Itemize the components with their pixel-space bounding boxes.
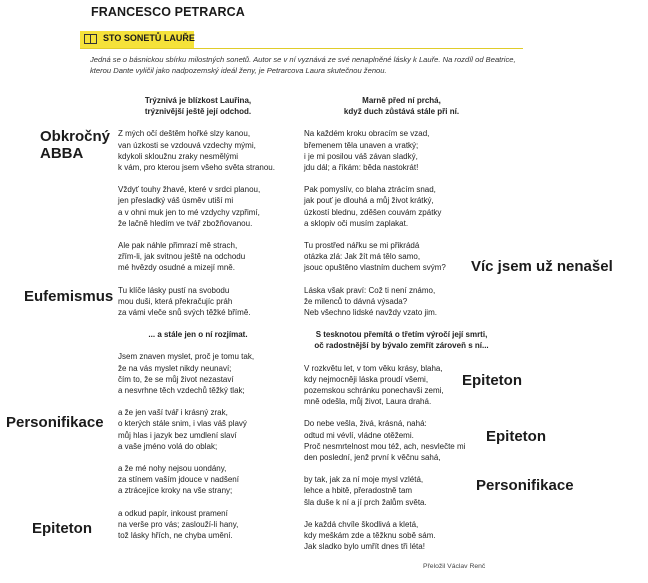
poem-subtitle: ... a stále jen o ní rozjímat.: [148, 330, 248, 340]
annotation-personification: Personifikace: [476, 477, 574, 494]
book-icon: [84, 34, 97, 44]
verse-line: šla duše k ní a jí prch žalům světa.: [304, 497, 427, 507]
verse-line: že milenců to dávná výsada?: [304, 296, 408, 306]
verse-line: mé hvězdy osudné a mizejí mně.: [118, 263, 235, 273]
verse-line: odtud mi vévlí, vládne otěžemi.: [304, 430, 414, 440]
verse-line: by tak, jak za ní moje mysl vzlétá,: [304, 475, 424, 485]
verse-line: mou duši, která překračujíc práh: [118, 296, 233, 306]
poem-subtitle: S tesknotou přemítá o třetím výročí její smrti,: [315, 330, 488, 340]
verse-line: jen přesladký váš úsměv utiší mi: [118, 196, 234, 206]
verse-line: van úzkosti se vzdouvá vzdechy mými,: [118, 140, 256, 150]
verse-line: kdy nejmocněji láska proudí všemi,: [304, 374, 429, 384]
poem-title: Trýznivá je blízkost Lauřina,: [144, 96, 252, 105]
verse-line: Je každá chvíle škodlivá a kletá,: [304, 519, 419, 529]
stanza: [304, 474, 499, 508]
annotation-comment: Víc jsem už nenašel: [471, 258, 613, 275]
verse-line: Tu prostřed nářku se mi přikrádá: [304, 241, 420, 251]
verse-line: Neb všechno lidské navždy vzato jim.: [304, 308, 437, 318]
stanza: [304, 184, 499, 229]
verse-line: Ale pak náhle přimrazí mě strach,: [118, 241, 238, 251]
annotation-epithet: Epiteton: [462, 372, 522, 389]
verse-line: čím to, že se můj život nezastaví: [118, 374, 234, 384]
poem-title: trýznivější ještě její odchod.: [144, 107, 252, 117]
verse-line: i je mi posilou váš závan sladký,: [304, 151, 418, 161]
intro-line: Jedná se o básnickou sbírku milostných sonetů. Autor se v ní vyznává ze své nenaplněné lásky k Lauře. Na rozdíl od Beatrice,: [90, 55, 516, 64]
poem-title: když duch zůstává stále při ní.: [343, 107, 460, 117]
verse-line: lehce a hbitě, přeradostně tam: [304, 486, 413, 496]
section-rule: [80, 48, 523, 49]
poem-title: Marně před ní prchá,: [362, 96, 441, 105]
verse-line: jsouc opuštěno vlastním duchem svým?: [304, 263, 446, 273]
poem-subtitle: oč radostnější by bývalo zemřít zároveň s ní...: [314, 341, 489, 351]
verse-line: Pak pomyslív, co blaha ztrácím snad,: [304, 185, 436, 195]
sonnet-right-column: [304, 95, 499, 553]
stanza: [118, 128, 278, 173]
stanza: [118, 508, 278, 542]
translator-credit: Přeložil Václav Renč: [423, 563, 486, 570]
verse-line: jak pouť je dlouhá a můj život krátký,: [304, 196, 434, 206]
verse-line: břemenem těla unaven a vratký;: [304, 140, 419, 150]
verse-line: a v ohni muk jen to mé vzdychy vzpřimí,: [118, 207, 260, 217]
verse-line: pozemskou schránku ponechavši zemi,: [304, 386, 444, 396]
verse-line: a sklopiv oči musím zaplakat.: [304, 218, 409, 228]
verse-line: že lačně hledím ve tvář zbožňovanou.: [118, 218, 253, 228]
stanza: [118, 463, 278, 497]
annotation-epithet: Epiteton: [486, 428, 546, 445]
stanza: [304, 285, 499, 319]
verse-line: Vždyť touhy žhavé, které v srdci planou,: [118, 185, 261, 195]
intro-line: kterou Dante vyličil jako nadpozemský ideál ženy, je Petrarcova Laura skutečnou ženou.: [90, 66, 387, 75]
annotation-line: Obkročný: [40, 128, 111, 145]
verse-line: za vámi vleče snů svých těžké břímě.: [118, 308, 251, 318]
verse-line: za stínem vaším jdouce v nadšení: [118, 475, 239, 485]
verse-line: Láska však praví: Což ti není známo,: [304, 285, 436, 295]
verse-line: Na každém kroku obracím se vzad,: [304, 129, 430, 139]
verse-line: kdy meškám zde a těžknu sobě sám.: [304, 531, 436, 541]
verse-line: mně odešla, můj život, Laura drahá.: [304, 397, 432, 407]
verse-line: a odkud papír, inkoust pramení: [118, 508, 228, 518]
verse-line: o kterých stále snim, i vlas váš plavý: [118, 419, 247, 429]
stanza: [304, 519, 499, 553]
verse-line: tož lásky hřích, ne chyba umění.: [118, 531, 233, 541]
stanza: [118, 240, 278, 274]
stanza: [118, 351, 278, 396]
verse-line: a že jen vaší tvář i krásný zrak,: [118, 408, 228, 418]
stanza: [118, 285, 278, 319]
verse-line: a ztrácejíce kroky na vše strany;: [118, 486, 233, 496]
verse-line: a nesvrhne těch vzdechů těžký tlak;: [118, 386, 245, 396]
verse-line: Tu klíče lásky pustí na svobodu: [118, 285, 230, 295]
verse-line: k vám, pro kterou jsem všeho světa stranou.: [118, 163, 275, 173]
annotation-rhyme-scheme: [40, 128, 110, 162]
verse-line: jdu dál; a říkám: běda nastokrát!: [304, 163, 419, 173]
author-heading: FRANCESCO PETRARCA: [91, 5, 245, 19]
verse-line: Do nebe vešla, živá, krásná, nahá:: [304, 419, 427, 429]
stanza: [304, 240, 499, 274]
annotation-euphemism: Eufemismus: [24, 288, 114, 305]
sonnet-left-column: [118, 95, 278, 541]
stanza: [118, 407, 278, 452]
verse-line: Proč nesmrtelnost mou též, ach, nesvlečte mi: [304, 441, 466, 451]
verse-line: kdykoli skloužnu zraky nesmělými: [118, 151, 239, 161]
section-title: STO SONETŮ LAUŘE: [103, 33, 195, 43]
verse-line: a že mé nohy nejsou uondány,: [118, 464, 227, 474]
verse-line: Jsem znaven myslet, proč je tomu tak,: [118, 352, 255, 362]
verse-line: že na vás myslet nikdy neunaví;: [118, 363, 232, 373]
verse-line: a vaše jméno volá do oblak;: [118, 441, 218, 451]
verse-line: den poslední, jenž první k věčnu sahá,: [304, 453, 441, 463]
annotation-line: ABBA: [40, 145, 84, 162]
verse-line: Z mých očí deštěm hořké slzy kanou,: [118, 129, 251, 139]
intro-text: [90, 54, 530, 76]
verse-line: zřím-li, jak svitnou ještě na odchodu: [118, 252, 246, 262]
stanza: [304, 128, 499, 173]
stanza: [304, 418, 499, 463]
verse-line: Jak sladko bylo umřít dnes tři léta!: [304, 542, 425, 552]
annotation-epithet: Epiteton: [32, 520, 92, 537]
verse-line: úzkostí blednu, zděšen couvám zpátky: [304, 207, 442, 217]
verse-line: můj hlas i jazyk bez umdlení slaví: [118, 430, 237, 440]
verse-line: V rozkvětu let, v tom věku krásy, blaha,: [304, 363, 443, 373]
verse-line: otázka zlá: Jak žít má tělo samo,: [304, 252, 421, 262]
stanza: [118, 184, 278, 229]
verse-line: na verše pro vás; zaslouží-li hany,: [118, 519, 239, 529]
annotation-personification: Personifikace: [6, 414, 104, 431]
